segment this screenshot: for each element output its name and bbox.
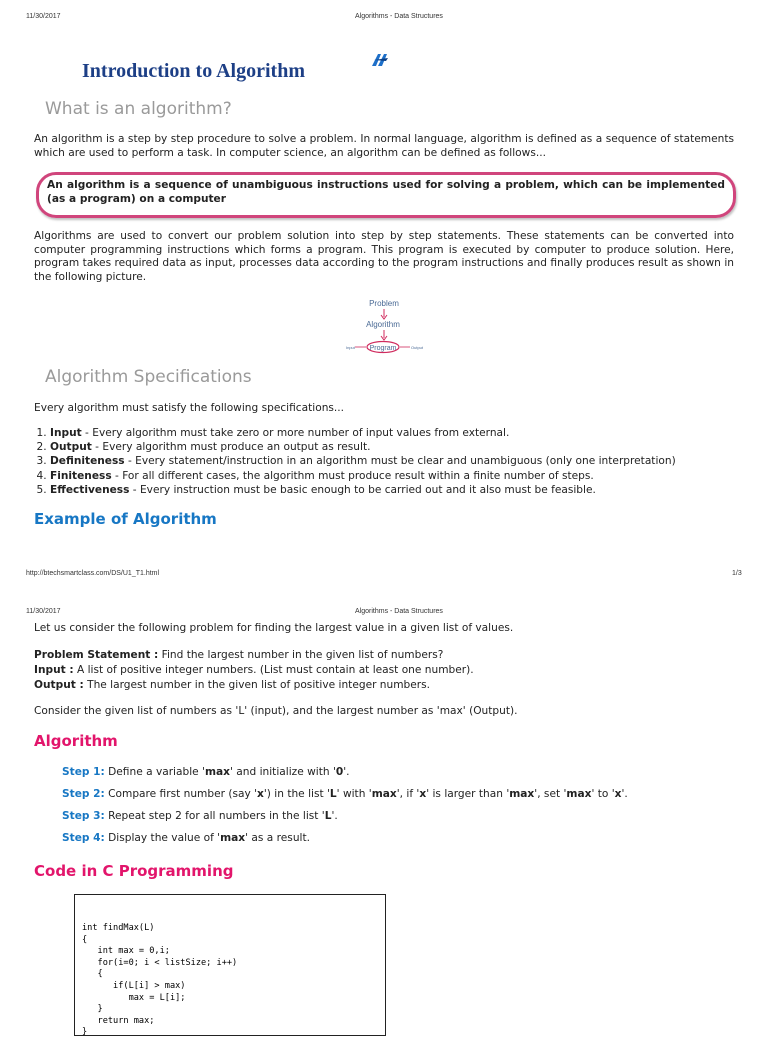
usage-paragraph: Algorithms are used to convert our problem solution into step by step statements. These statements can be converted into computer programming instructions which forms a program. This program is executed by computer to produce solution. Here, program takes required data as input, processes data according to the program instructions and finally produces result as shown in the following picture.: [34, 230, 734, 283]
input-text: A list of positive integer numbers. (List must contain at least one number).: [73, 664, 474, 676]
problem-label: Problem Statement :: [34, 649, 159, 661]
step-4: Step 4: Display the value of 'max' as a result.: [62, 832, 310, 844]
spec-desc: - Every statement/instruction in an algorithm must be clear and unambiguous (only one interpretation): [124, 455, 676, 468]
step-2: Step 2: Compare first number (say 'x') in the list 'L' with 'max', if 'x' is larger than 'max', set 'max' to 'x'.: [62, 788, 628, 800]
header-title: Algorithms - Data Structures: [355, 13, 443, 20]
spec-item: [50, 440, 732, 454]
given-paragraph: Consider the given list of numbers as 'L' (input), and the largest number as 'max' (Output).: [34, 705, 518, 717]
spec-item: [50, 469, 732, 483]
code-text: int findMax(L) { int max = 0,i; for(i=0; i < listSize; i++) { if(L[i] > max) max = L[i]; } return max; }: [82, 923, 238, 1038]
specs-intro: Every algorithm must satisfy the following specifications...: [34, 402, 345, 414]
output-label: Output :: [34, 679, 84, 691]
diagram-algorithm: Algorithm: [366, 320, 400, 329]
header-date: 11/30/2017: [26, 13, 61, 20]
code-block: [74, 894, 386, 1036]
diagram-program: Program: [369, 345, 397, 352]
spec-desc: - Every algorithm must take zero or more number of input values from external.: [81, 427, 510, 439]
algorithm-heading: Algorithm: [34, 732, 118, 750]
specs-heading: Algorithm Specifications: [45, 367, 252, 387]
spec-item: [50, 483, 732, 497]
consider-paragraph: Let us consider the following problem for finding the largest value in a given list of values.: [34, 622, 514, 634]
output-text: The largest number in the given list of positive integer numbers.: [83, 679, 431, 691]
input-label: Input :: [34, 664, 74, 676]
example-heading: Example of Algorithm: [34, 510, 217, 528]
spec-term: Definiteness: [50, 455, 125, 468]
page-title: Introduction to Algorithm: [82, 60, 305, 82]
spec-term: Output: [50, 441, 92, 454]
step-3: Step 3: Repeat step 2 for all numbers in the list 'L'.: [62, 810, 338, 822]
spec-item: [50, 454, 732, 468]
code-heading: Code in C Programming: [34, 862, 234, 880]
spec-term: Input: [50, 427, 82, 439]
diagram-problem: Problem: [369, 299, 399, 308]
step-label: Step 2:: [62, 788, 105, 800]
problem-text: Find the largest number in the given list of numbers?: [158, 649, 444, 661]
spec-term: Effectiveness: [50, 483, 130, 496]
step-label: Step 4:: [62, 832, 105, 844]
footer-page-number: 1/3: [732, 570, 742, 577]
definition-text: An algorithm is a sequence of unambiguous instructions used for solving a problem, which can be implemented (as a program) on a computer: [47, 179, 725, 205]
specs-list-container: [32, 426, 732, 497]
header-date: 11/30/2017: [26, 608, 61, 615]
spec-desc: - Every instruction must be basic enough to be carried out and it also must be feasible.: [129, 483, 596, 496]
problem-definition: [34, 648, 734, 693]
step-1: Step 1: Define a variable 'max' and initialize with '0'.: [62, 766, 350, 778]
diagram-output: Output: [411, 345, 424, 350]
definition-box: [36, 172, 736, 218]
spec-desc: - Every algorithm must produce an output as result.: [91, 441, 371, 454]
footer-url[interactable]: http://btechsmartclass.com/DS/U1_T1.html: [26, 570, 160, 577]
step-label: Step 3:: [62, 810, 105, 822]
intro-paragraph: An algorithm is a step by step procedure to solve a problem. In normal language, algorithm is defined as a sequence of statements which are used to perform a task. In computer science, an algorithm can be defined as follows...: [34, 133, 734, 159]
step-label: Step 1:: [62, 766, 105, 778]
flow-diagram: [340, 296, 430, 356]
what-heading: What is an algorithm?: [45, 99, 232, 119]
diagram-input: Input: [346, 345, 355, 350]
spec-item: [50, 426, 732, 440]
header-title: Algorithms - Data Structures: [355, 608, 443, 615]
double-chevron-logo-icon: [370, 50, 390, 68]
specs-list: [32, 426, 732, 497]
spec-term: Finiteness: [50, 469, 112, 482]
spec-desc: - For all different cases, the algorithm must produce result within a finite number of steps.: [111, 469, 594, 482]
